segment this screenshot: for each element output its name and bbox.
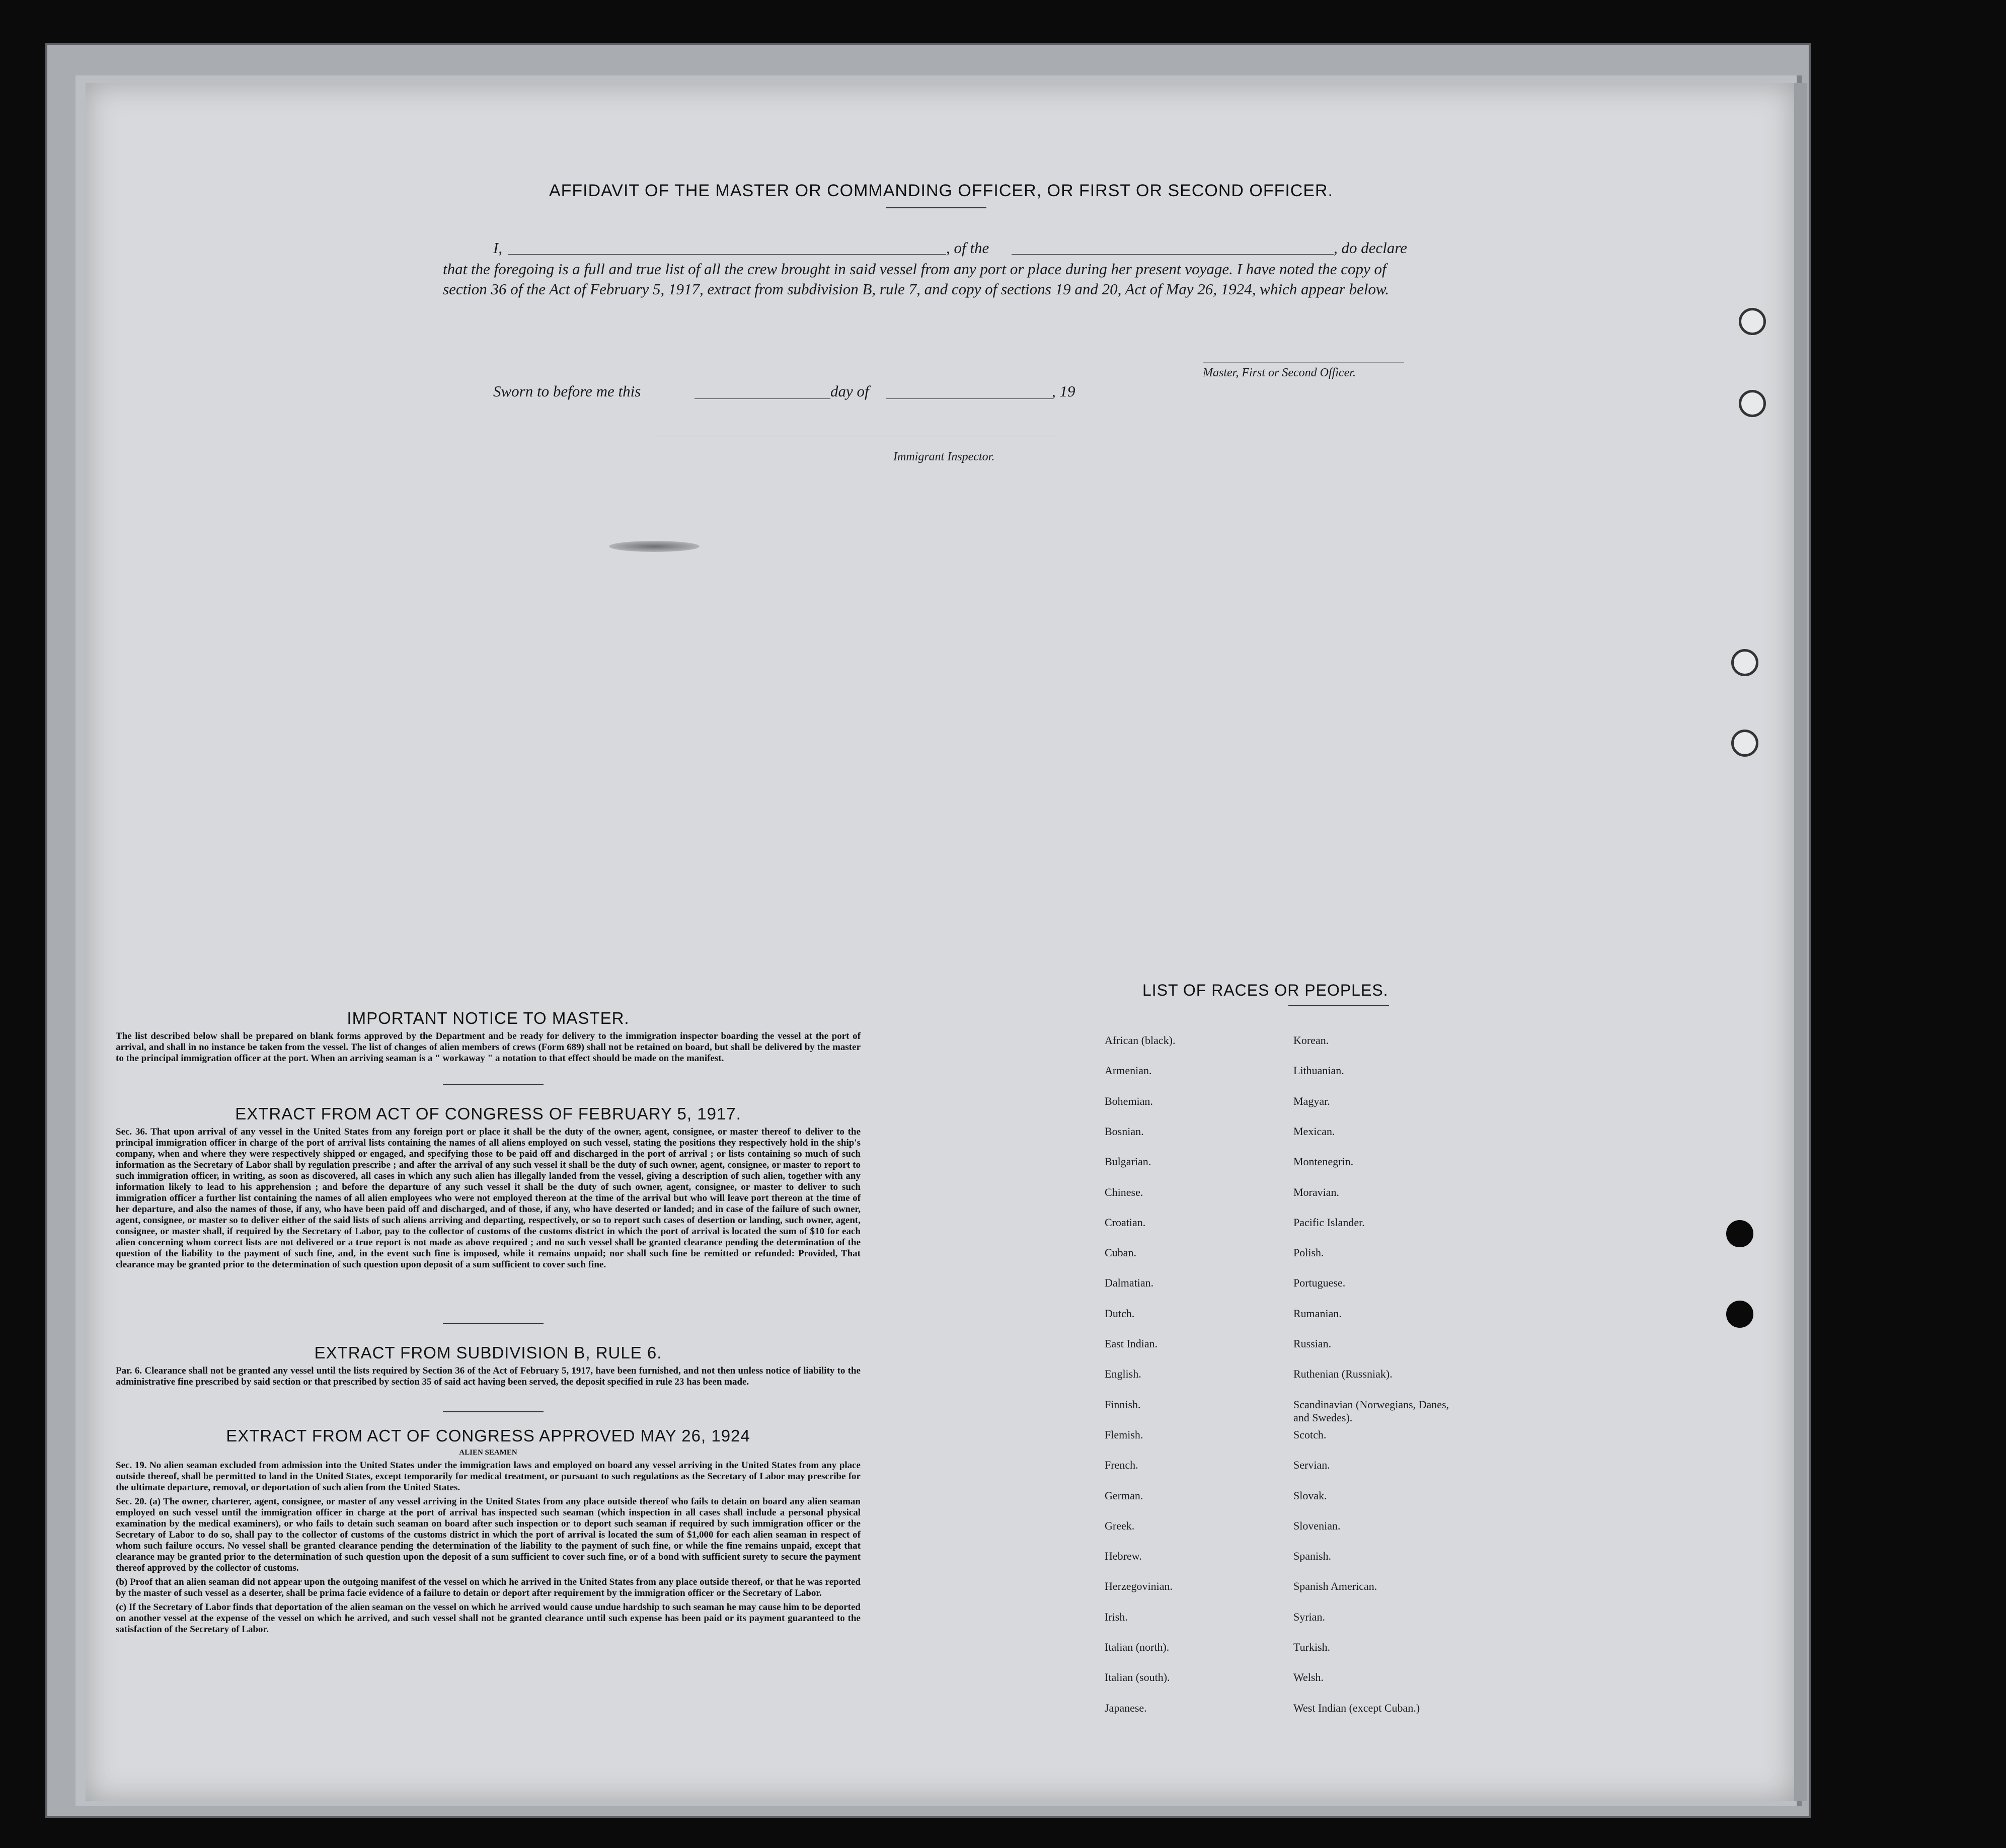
race-item: Irish. [1105, 1610, 1128, 1623]
master-signature-line [1203, 362, 1404, 363]
race-item: Scotch. [1293, 1428, 1327, 1441]
affidavit-of-the-label: , of the [946, 239, 989, 257]
extract-1917-text: Sec. 36. That upon arrival of any vessel in the United States from any foreign port or place it shall be the duty of the owner, agent, consignee, or master thereof to deliver to the principal immigration officer in charge of the port of arrival lists containing the names of all aliens employed on such vessel, stating the positions they respectively hold in the ship's company, when and where they were respectively shipped or engaged, and specifying those to be paid off and discharged in the port of arrival ; or lists containing so much of such information as the Secretary of Labor shall by regulation prescribe ; and after the arrival of any such vessel it shall be the duty of such owner, agent, consignee, or master to report to such immigration officer, in writing, as soon as discovered, all cases in which any such alien has illegally landed from the vessel, giving a description of such alien, together with any information likely to lead to his apprehension ; and before the departure of any such vessel it shall be the duty of such owner, agent, consignee, or master to deliver to such immigration officer a further list containing the names of all alien employees who were not employed thereon at the time of the arrival but who will leave port thereon at the time of her departure, and also the names of those, if any, who have been paid off and discharged, and of those, if any, who have deserted or landed; and in case of the failure of such owner, agent, consignee, or master so to deliver either of the said lists of such aliens arriving and departing, respectively, or so to report such cases of desertion or landing, such owner, agent, consignee, or master shall, if required by the Secretary of Labor, pay to the collector of customs of the customs district in which the port of arrival is located the sum of $10 for each alien concerning whom correct lists are not delivered or a true report is not made as above required ; and no such vessel shall be granted clearance pending the determination of the question of the liability to the payment of such fine, and, in the event such fine is imposed, while it remains unpaid; nor shall such fine be remitted or refunded: Provided, That clearance may be granted prior to the determination of such question upon deposit of a sum sufficient to cover such fine. [116, 1127, 861, 1270]
inspector-signature-caption: Immigrant Inspector. [893, 450, 995, 463]
race-item: Syrian. [1293, 1610, 1325, 1623]
race-item: Ruthenian (Russniak). [1293, 1368, 1393, 1381]
binder-hole [1726, 1301, 1753, 1328]
race-item: Croatian. [1105, 1216, 1146, 1229]
divider [886, 207, 986, 208]
vessel-blank [1012, 254, 1334, 255]
extract-1917-title: EXTRACT FROM ACT OF CONGRESS OF FEBRUARY 5, 1917. [235, 1104, 741, 1123]
race-item: Scandinavian (Norwegians, Danes, and Swedes). [1293, 1398, 1449, 1424]
race-item: Greek. [1105, 1519, 1135, 1532]
race-item: Montenegrin. [1293, 1155, 1354, 1168]
race-item: African (black). [1105, 1034, 1176, 1047]
divider [443, 1411, 544, 1412]
extract-rule6-title: EXTRACT FROM SUBDIVISION B, RULE 6. [314, 1343, 662, 1362]
sworn-month-blank [886, 398, 1052, 399]
divider [1288, 1005, 1389, 1006]
extract-1924-section [116, 1426, 861, 1635]
extract-1924-sec20a: Sec. 20. (a) The owner, charterer, agent, consignee, or master of any vessel arriving in the United States from any place outside thereof who fails to detain on board any alien seaman employed on such vessel until the immigration officer in charge at the port of arrival has inspected such seaman (which inspection in all cases shall include a personal physical examination by the medical examiners), or who fails to detain such seaman on board after such inspection or to deport such seaman if required by such immigration officer or the Secretary of Labor to do so, shall pay to the collector of customs of the customs district in which the port of arrival is located the sum of $1,000 for each alien seaman in respect of whom such failure occurs. No vessel shall be granted clearance pending the determination of the liability to the payment of such fine, or while the fine remains unpaid, except that clearance may be granted prior to the determination of such question upon the deposit of a sum sufficient to cover such fine, or of a bond with sufficient surety to secure the payment thereof approved by the collector of customs. [116, 1496, 861, 1573]
race-item: Spanish American. [1293, 1580, 1377, 1593]
race-item: Bohemian. [1105, 1094, 1153, 1107]
race-item: Flemish. [1105, 1428, 1143, 1441]
race-item: Spanish. [1293, 1550, 1332, 1563]
extract-rule6-text: Par. 6. Clearance shall not be granted any vessel until the lists required by Section 36 of the Act of February 5, 1917, have been furnished, and not then unless notice of liability to the administrative fine prescribed by said section or that prescribed by section 35 of said act having been served, the deposit specified in rule 23 has been made. [116, 1365, 861, 1387]
extract-1924-title: EXTRACT FROM ACT OF CONGRESS APPROVED MAY 26, 1924 [226, 1426, 750, 1445]
ink-smudge [609, 541, 700, 552]
races-title: LIST OF RACES OR PEOPLES. [1142, 981, 1388, 999]
divider [443, 1323, 544, 1324]
extract-1924-sec19: Sec. 19. No alien seaman excluded from admission into the United States under the immigration laws and employed on board any vessel arriving in the United States from any place outside thereof, shall be permitted to land in the United States, except temporarily for medical treatment, or pursuant to such regulations as the Secretary of Labor may prescribe for the ultimate departure, removal, or deportation of such alien from the United States. [116, 1460, 861, 1493]
extract-1924-subtitle: ALIEN SEAMEN [459, 1449, 517, 1457]
race-item: Finnish. [1105, 1398, 1141, 1411]
race-item: Italian (south). [1105, 1671, 1170, 1684]
extract-rule6-section [116, 1343, 861, 1388]
sworn-label: Sworn to before me this [493, 382, 641, 400]
affidavit-body: that the foregoing is a full and true list of all the crew brought in said vessel from any port or place during her present voyage. I have noted the copy of section 36 of the Act of February 5, 1917, extract from subdivision B, rule 7, and copy of sections 19 and 20, Act of May 26, 1924, which appear below. [443, 260, 1390, 298]
race-item: Mexican. [1293, 1124, 1335, 1138]
race-item: Polish. [1293, 1246, 1324, 1259]
binder-hole [1731, 730, 1758, 757]
binder-hole [1731, 649, 1758, 676]
race-item: Italian (north). [1105, 1641, 1170, 1653]
race-item: Pacific Islander. [1293, 1216, 1365, 1229]
sworn-year-label: , 19 [1052, 382, 1075, 400]
race-item: Dalmatian. [1105, 1276, 1154, 1290]
affidavit-title: AFFIDAVIT OF THE MASTER OR COMMANDING OFFICER, OR FIRST OR SECOND OFFICER. [549, 181, 1334, 200]
race-item: Bosnian. [1105, 1124, 1144, 1138]
race-item: Portuguese. [1293, 1276, 1346, 1290]
divider [443, 1084, 544, 1085]
race-item: Cuban. [1105, 1246, 1136, 1259]
master-signature-caption: Master, First or Second Officer. [1203, 366, 1356, 379]
binder-hole [1739, 308, 1766, 335]
important-notice-section [116, 1009, 861, 1064]
race-item: French. [1105, 1459, 1138, 1472]
race-item: Moravian. [1293, 1185, 1340, 1198]
binder-hole [1726, 1220, 1753, 1247]
race-item: Slovak. [1293, 1489, 1327, 1502]
race-item: Magyar. [1293, 1094, 1330, 1107]
affidavit-i-label: I, [493, 239, 503, 257]
name-blank [508, 254, 946, 255]
race-item: Dutch. [1105, 1307, 1135, 1320]
race-item: Turkish. [1293, 1641, 1331, 1653]
binder-hole [1739, 390, 1766, 417]
page-edge [1794, 83, 1807, 1801]
extract-1924-sec20c: (c) If the Secretary of Labor finds that deportation of the alien seaman on the vessel on which he arrived would cause undue hardship to such seaman he may cause him to be deported on another vessel at the expense of the vessel on which he arrived, and such vessel shall not be granted clearance until such expense has been paid or its payment guaranteed to the satisfaction of the Secretary of Labor. [116, 1602, 861, 1635]
race-item: Bulgarian. [1105, 1155, 1151, 1168]
race-item: Russian. [1293, 1337, 1332, 1350]
race-item: Servian. [1293, 1459, 1330, 1472]
affidavit-declare-label: , do declare [1334, 239, 1408, 257]
race-item: Herzegovinian. [1105, 1580, 1173, 1593]
extract-1924-sec20b: (b) Proof that an alien seaman did not appear upon the outgoing manifest of the vessel on which he arrived in the United States from any place outside thereof, or that he was reported by the master of such vessel as a deserter, shall be prima facie evidence of a failure to detain or deport after requirement by the immigration officer or the Secretary of Labor. [116, 1577, 861, 1598]
race-item: East Indian. [1105, 1337, 1158, 1350]
important-notice-title: IMPORTANT NOTICE TO MASTER. [347, 1009, 630, 1027]
race-item: Rumanian. [1293, 1307, 1342, 1320]
extract-1917-section [116, 1104, 861, 1270]
race-item: English. [1105, 1368, 1141, 1381]
race-item: Slovenian. [1293, 1519, 1341, 1532]
race-item: Armenian. [1105, 1064, 1152, 1077]
race-item: West Indian (except Cuban.) [1293, 1701, 1420, 1714]
bleed-through-text [1107, 453, 1116, 470]
race-item: Chinese. [1105, 1185, 1143, 1198]
race-item: Hebrew. [1105, 1550, 1142, 1563]
race-item: Korean. [1293, 1034, 1329, 1047]
race-item: Welsh. [1293, 1671, 1324, 1684]
important-notice-text: The list described below shall be prepared on blank forms approved by the Department and be ready for delivery to the immigration inspector boarding the vessel at the port of arrival, and shall in no instance be taken from the vessel. The list of changes of alien members of crews (Form 689) shall not be retained on board, but shall be delivered by the master to the principal immigration officer at the port. When an arriving seaman is a " workaway " a notation to that effect should be made on the manifest. [116, 1031, 861, 1064]
race-item: Lithuanian. [1293, 1064, 1344, 1077]
sworn-day-of-label: day of [830, 382, 869, 400]
race-item: German. [1105, 1489, 1143, 1502]
race-item: Japanese. [1105, 1701, 1147, 1714]
sworn-day-blank [695, 398, 830, 399]
